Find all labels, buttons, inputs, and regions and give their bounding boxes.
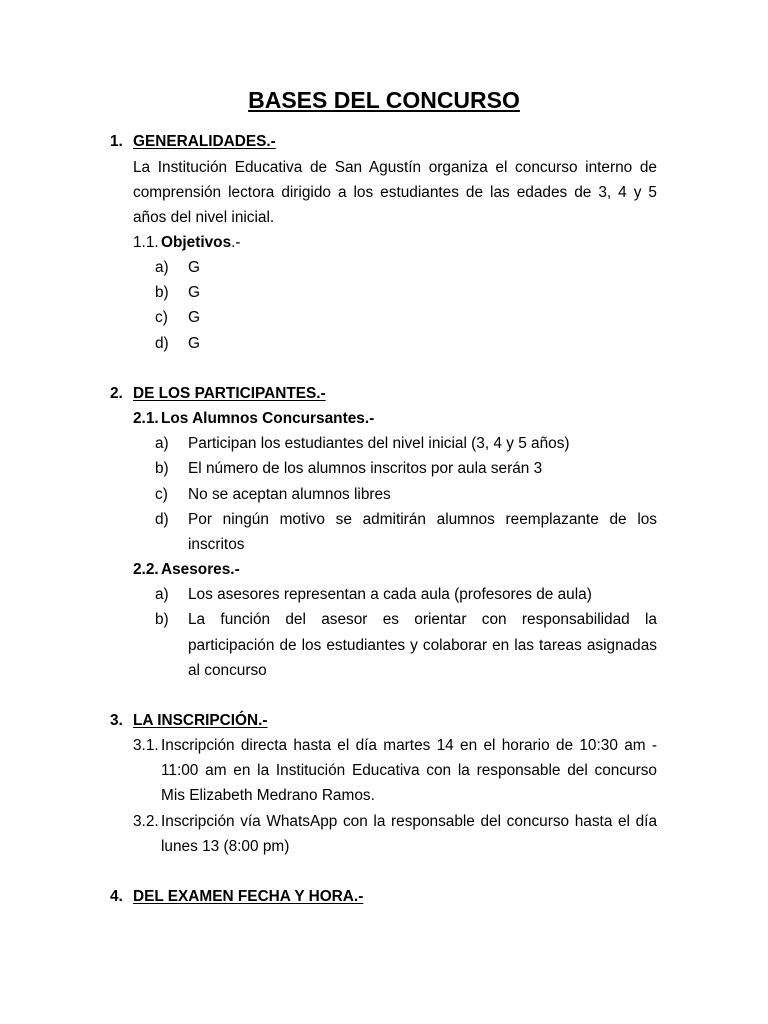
list-item-continuation: al concurso	[188, 661, 267, 679]
section-title: LA INSCRIPCIÓN.-	[133, 711, 268, 729]
list-item-letter: a)	[155, 435, 169, 453]
list-item-continuation: participación de los estudiantes y colaborar en las tareas asignadas	[188, 636, 657, 654]
subsection-continuation: 11:00 am en la Institución Educativa con la responsable del concurso	[161, 762, 657, 780]
list-item-text: G	[188, 259, 200, 277]
list-item-text: G	[188, 309, 200, 327]
list-item-letter: d)	[155, 334, 169, 352]
subsection-number: 1.1.	[133, 234, 159, 252]
section-title: DE LOS PARTICIPANTES.-	[133, 384, 326, 402]
subsection-3-2	[133, 809, 657, 834]
list-item	[155, 255, 657, 280]
subsection-2-2-heading	[133, 557, 657, 582]
section-title: GENERALIDADES.-	[133, 133, 276, 151]
list-item-letter: c)	[155, 485, 168, 503]
subsection-label: Objetivos	[161, 234, 232, 252]
section-4-heading	[110, 884, 657, 909]
list-item-letter: b)	[155, 284, 169, 302]
list-item	[155, 607, 657, 632]
subsection-continuation: Mis Elizabeth Medrano Ramos.	[161, 787, 375, 805]
subsection-text: Inscripción vía WhatsApp con la responsable del concurso hasta el día	[161, 812, 657, 830]
subsection-number: 2.2.	[133, 561, 159, 579]
subsection-3-1	[133, 733, 657, 758]
subsection-suffix: .-	[231, 234, 241, 252]
section-number: 4.	[110, 888, 123, 906]
list-item	[155, 507, 657, 532]
paragraph-line: comprensión lectora dirigido a los estudiantes de las edades de 3, 4 y 5	[133, 183, 657, 201]
list-item-text: Los asesores representan a cada aula (profesores de aula)	[188, 586, 592, 604]
subsection-label: Asesores.-	[161, 561, 240, 579]
list-item-text: G	[188, 284, 200, 302]
list-item-letter: a)	[155, 259, 169, 277]
document-title	[0, 85, 768, 115]
list-item-letter: d)	[155, 510, 169, 528]
section-number: 2.	[110, 384, 123, 402]
list-item	[155, 456, 657, 481]
subsection-title	[161, 230, 657, 255]
list-item-letter: b)	[155, 460, 169, 478]
subsection-number: 3.2.	[133, 812, 159, 830]
section-3-heading	[110, 708, 657, 733]
subsection-1-1-heading	[133, 230, 657, 255]
spacer	[110, 683, 657, 708]
list-item-text: No se aceptan alumnos libres	[188, 485, 391, 503]
spacer	[110, 859, 657, 884]
spacer	[110, 356, 657, 381]
section-2-heading	[110, 381, 657, 406]
list-item	[155, 305, 657, 330]
list-item-text: G	[188, 334, 200, 352]
list-item-text: Por ningún motivo se admitirán alumnos reemplazante de los	[188, 510, 657, 528]
list-item	[155, 431, 657, 456]
subsection-label: Los Alumnos Concursantes.-	[161, 410, 375, 428]
paragraph-line: años del nivel inicial.	[133, 208, 275, 226]
paragraph-line: La Institución Educativa de San Agustín organiza el concurso interno de	[133, 158, 657, 176]
list-item	[155, 582, 657, 607]
list-item-text: La función del asesor es orientar con responsabilidad la	[188, 611, 657, 629]
document-body	[110, 129, 657, 909]
list-item-continuation: inscritos	[188, 535, 245, 553]
subsection-text: Inscripción directa hasta el día martes 14 en el horario de 10:30 am -	[161, 737, 657, 755]
list-item	[155, 482, 657, 507]
list-item-text: Participan los estudiantes del nivel inicial (3, 4 y 5 años)	[188, 435, 570, 453]
list-item	[155, 331, 657, 356]
subsection-2-1-heading	[133, 406, 657, 431]
list-item-letter: b)	[155, 611, 169, 629]
list-item-text: El número de los alumnos inscritos por aula serán 3	[188, 460, 543, 478]
list-item	[155, 280, 657, 305]
document-title-text: BASES DEL CONCURSO	[248, 87, 520, 113]
section-number: 3.	[110, 711, 123, 729]
section-title: DEL EXAMEN FECHA Y HORA.-	[133, 888, 364, 906]
subsection-number: 3.1.	[133, 737, 159, 755]
subsection-continuation: lunes 13 (8:00 pm)	[161, 837, 290, 855]
subsection-number: 2.1.	[133, 410, 159, 428]
section-number: 1.	[110, 133, 123, 151]
section-1-heading	[110, 129, 657, 154]
list-item-letter: c)	[155, 309, 168, 327]
list-item-letter: a)	[155, 586, 169, 604]
